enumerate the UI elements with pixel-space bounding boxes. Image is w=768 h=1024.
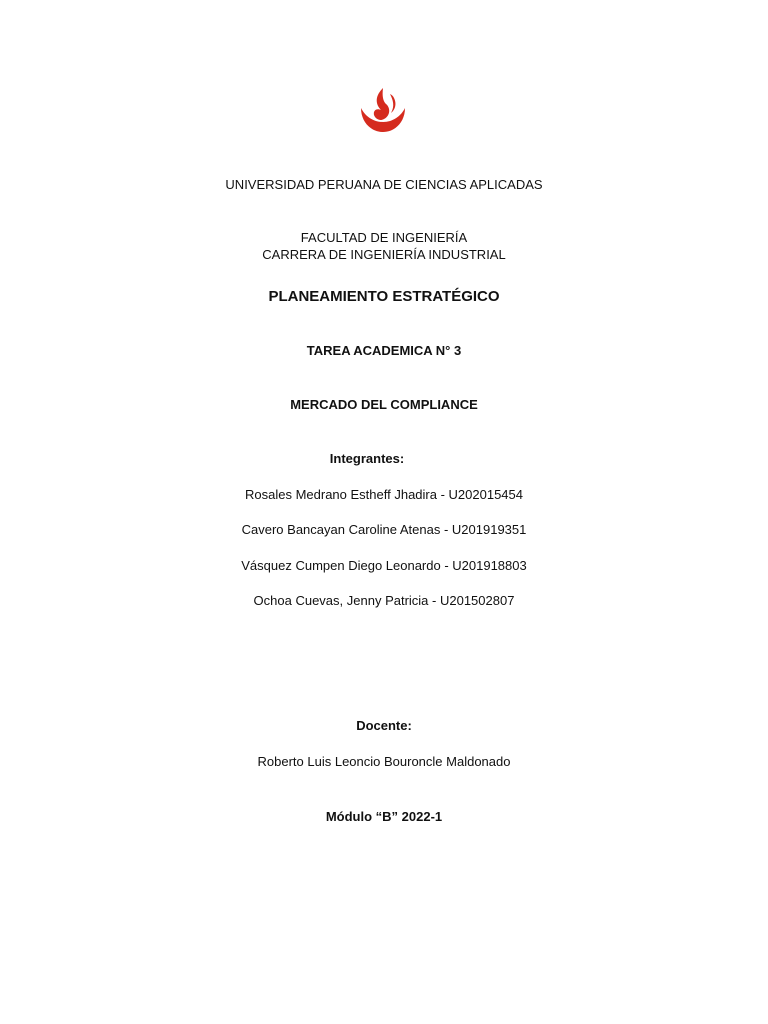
university-name: UNIVERSIDAD PERUANA DE CIENCIAS APLICADAS (225, 177, 543, 192)
faculty-name: FACULTAD DE INGENIERÍA (300, 230, 468, 245)
member-item: Vásquez Cumpen Diego Leonardo - U201918803 (241, 558, 527, 573)
member-item: Cavero Bancayan Caroline Atenas - U201919351 (241, 522, 527, 537)
member-item: Rosales Medrano Estheff Jhadira - U202015454 (245, 487, 523, 502)
topic-title: MERCADO DEL COMPLIANCE (290, 397, 478, 412)
course-title: PLANEAMIENTO ESTRATÉGICO (268, 288, 500, 305)
member-item: Ochoa Cuevas, Jenny Patricia - U201502807 (253, 593, 515, 608)
members-heading: Integrantes: (329, 451, 405, 466)
university-logo-icon (357, 86, 409, 134)
career-name: CARRERA DE INGENIERÍA INDUSTRIAL (262, 247, 506, 262)
module-label: Módulo “B” 2022-1 (325, 809, 443, 824)
teacher-name: Roberto Luis Leoncio Bouroncle Maldonado (257, 754, 511, 769)
assignment-title: TAREA ACADEMICA N° 3 (306, 343, 462, 358)
teacher-heading: Docente: (356, 718, 412, 733)
